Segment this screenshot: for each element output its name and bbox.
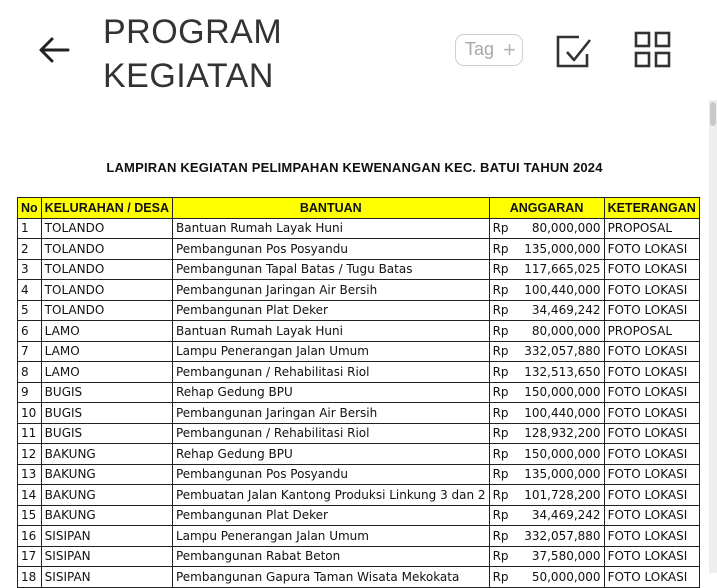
table-row [18, 526, 700, 547]
back-button[interactable] [34, 30, 74, 70]
table-row [18, 546, 700, 567]
cell-no: 14 [18, 485, 42, 506]
cell-no: 6 [18, 321, 42, 342]
table-row [18, 403, 700, 424]
cell-keterangan: FOTO LOKASI [604, 362, 699, 383]
grid-icon [633, 30, 673, 70]
grid-view-button[interactable] [633, 30, 673, 70]
cell-currency: Rp [489, 239, 518, 260]
document-image [0, 100, 709, 584]
cell-amount: 34,469,242 [518, 505, 605, 526]
cell-desa: TOLANDO [41, 300, 172, 321]
add-tag-button[interactable] [455, 34, 523, 66]
cell-no: 2 [18, 239, 42, 260]
cell-currency: Rp [489, 321, 518, 342]
cell-no: 1 [18, 218, 42, 239]
cell-keterangan: FOTO LOKASI [604, 526, 699, 547]
cell-amount: 150,000,000 [518, 444, 605, 465]
table-row [18, 505, 700, 526]
cell-amount: 135,000,000 [518, 239, 605, 260]
table-header-row [18, 198, 700, 219]
cell-currency: Rp [489, 218, 518, 239]
table-row [18, 485, 700, 506]
doc-heading: LAMPIRAN KEGIATAN PELIMPAHAN KEWENANGAN KEC. BATUI TAHUN 2024 [106, 160, 603, 175]
cell-keterangan: FOTO LOKASI [604, 259, 699, 280]
cell-keterangan: FOTO LOKASI [604, 444, 699, 465]
table-row [18, 423, 700, 444]
cell-bantuan: Pembangunan Pos Posyandu [172, 239, 489, 260]
scrollbar-track[interactable] [709, 100, 717, 573]
cell-bantuan: Pembangunan Gapura Taman Wisata Mekokata [172, 567, 489, 588]
cell-no: 11 [18, 423, 42, 444]
cell-keterangan: PROPOSAL [604, 218, 699, 239]
cell-currency: Rp [489, 300, 518, 321]
cell-bantuan: Bantuan Rumah Layak Huni [172, 218, 489, 239]
cell-bantuan: Pembangunan Jaringan Air Bersih [172, 403, 489, 424]
cell-desa: LAMO [41, 321, 172, 342]
cell-keterangan: PROPOSAL [604, 321, 699, 342]
cell-bantuan: Rehap Gedung BPU [172, 382, 489, 403]
cell-no: 9 [18, 382, 42, 403]
cell-keterangan: FOTO LOKASI [604, 485, 699, 506]
cell-currency: Rp [489, 444, 518, 465]
cell-no: 5 [18, 300, 42, 321]
col-header-anggaran: ANGGARAN [489, 198, 604, 219]
cell-desa: LAMO [41, 341, 172, 362]
cell-no: 15 [18, 505, 42, 526]
cell-currency: Rp [489, 464, 518, 485]
cell-no: 4 [18, 280, 42, 301]
cell-amount: 117,665,025 [518, 259, 605, 280]
checklist-button[interactable] [553, 32, 593, 72]
cell-currency: Rp [489, 567, 518, 588]
scrollbar-thumb[interactable] [710, 102, 716, 126]
table-row [18, 321, 700, 342]
table-row [18, 444, 700, 465]
cell-keterangan: FOTO LOKASI [604, 423, 699, 444]
cell-keterangan: FOTO LOKASI [604, 505, 699, 526]
table-row [18, 382, 700, 403]
top-app-bar [0, 0, 717, 100]
cell-bantuan: Pembangunan / Rehabilitasi Riol [172, 423, 489, 444]
cell-amount: 34,469,242 [518, 300, 605, 321]
cell-desa: BAKUNG [41, 464, 172, 485]
cell-bantuan: Bantuan Rumah Layak Huni [172, 321, 489, 342]
cell-bantuan: Pembangunan Pos Posyandu [172, 464, 489, 485]
cell-currency: Rp [489, 341, 518, 362]
col-header-bantuan: BANTUAN [172, 198, 489, 219]
table-row [18, 341, 700, 362]
cell-bantuan: Pembangunan Tapal Batas / Tugu Batas [172, 259, 489, 280]
cell-keterangan: FOTO LOKASI [604, 546, 699, 567]
cell-no: 12 [18, 444, 42, 465]
cell-keterangan: FOTO LOKASI [604, 280, 699, 301]
cell-bantuan: Pembangunan Rabat Beton [172, 546, 489, 567]
cell-keterangan: FOTO LOKASI [604, 382, 699, 403]
cell-bantuan: Lampu Penerangan Jalan Umum [172, 526, 489, 547]
cell-amount: 100,440,000 [518, 280, 605, 301]
cell-bantuan: Pembangunan Plat Deker [172, 505, 489, 526]
cell-amount: 332,057,880 [518, 341, 605, 362]
plus-icon: + [503, 37, 516, 62]
cell-amount: 50,000,000 [518, 567, 605, 588]
cell-amount: 150,000,000 [518, 382, 605, 403]
cell-desa: BUGIS [41, 423, 172, 444]
cell-no: 8 [18, 362, 42, 383]
cell-currency: Rp [489, 505, 518, 526]
cell-no: 13 [18, 464, 42, 485]
cell-keterangan: FOTO LOKASI [604, 300, 699, 321]
cell-keterangan: FOTO LOKASI [604, 567, 699, 588]
cell-currency: Rp [489, 259, 518, 280]
cell-keterangan: FOTO LOKASI [604, 341, 699, 362]
cell-keterangan: FOTO LOKASI [604, 464, 699, 485]
cell-bantuan: Rehap Gedung BPU [172, 444, 489, 465]
cell-desa: SISIPAN [41, 546, 172, 567]
cell-keterangan: FOTO LOKASI [604, 403, 699, 424]
cell-desa: TOLANDO [41, 239, 172, 260]
cell-desa: BUGIS [41, 382, 172, 403]
cell-currency: Rp [489, 403, 518, 424]
col-header-keterangan: KETERANGAN [604, 198, 699, 219]
cell-bantuan: Pembangunan / Rehabilitasi Riol [172, 362, 489, 383]
cell-no: 17 [18, 546, 42, 567]
table-row [18, 464, 700, 485]
cell-bantuan: Lampu Penerangan Jalan Umum [172, 341, 489, 362]
cell-amount: 80,000,000 [518, 218, 605, 239]
table-row [18, 218, 700, 239]
table-row [18, 259, 700, 280]
cell-desa: SISIPAN [41, 526, 172, 547]
cell-desa: TOLANDO [41, 280, 172, 301]
cell-amount: 101,728,200 [518, 485, 605, 506]
cell-currency: Rp [489, 526, 518, 547]
col-header-desa: KELURAHAN / DESA [41, 198, 172, 219]
cell-currency: Rp [489, 280, 518, 301]
cell-desa: TOLANDO [41, 259, 172, 280]
cell-desa: LAMO [41, 362, 172, 383]
cell-amount: 135,000,000 [518, 464, 605, 485]
cell-currency: Rp [489, 546, 518, 567]
cell-no: 3 [18, 259, 42, 280]
table-row [18, 280, 700, 301]
cell-bantuan: Pembangunan Plat Deker [172, 300, 489, 321]
cell-amount: 37,580,000 [518, 546, 605, 567]
cell-no: 18 [18, 567, 42, 588]
cell-currency: Rp [489, 362, 518, 383]
arrow-left-icon [34, 30, 74, 70]
cell-desa: BUGIS [41, 403, 172, 424]
table-row [18, 300, 700, 321]
cell-currency: Rp [489, 382, 518, 403]
title-line-1: PROGRAM KEGIATAN [103, 10, 433, 102]
cell-no: 16 [18, 526, 42, 547]
cell-bantuan: Pembangunan Jaringan Air Bersih [172, 280, 489, 301]
table-row [18, 567, 700, 588]
cell-desa: TOLANDO [41, 218, 172, 239]
cell-amount: 80,000,000 [518, 321, 605, 342]
cell-amount: 132,513,650 [518, 362, 605, 383]
checkbox-check-icon [553, 32, 593, 72]
cell-keterangan: FOTO LOKASI [604, 239, 699, 260]
cell-currency: Rp [489, 485, 518, 506]
table-row [18, 362, 700, 383]
cell-desa: BAKUNG [41, 444, 172, 465]
cell-amount: 332,057,880 [518, 526, 605, 547]
cell-amount: 128,932,200 [518, 423, 605, 444]
budget-table [17, 197, 700, 588]
col-header-no: No [18, 198, 42, 219]
table-row [18, 239, 700, 260]
cell-desa: SISIPAN [41, 567, 172, 588]
cell-currency: Rp [489, 423, 518, 444]
cell-no: 7 [18, 341, 42, 362]
cell-bantuan: Pembuatan Jalan Kantong Produksi Linkung 3 dan 2 [172, 485, 489, 506]
cell-desa: BAKUNG [41, 505, 172, 526]
cell-amount: 100,440,000 [518, 403, 605, 424]
cell-no: 10 [18, 403, 42, 424]
cell-desa: BAKUNG [41, 485, 172, 506]
tag-label: Tag [465, 39, 495, 59]
